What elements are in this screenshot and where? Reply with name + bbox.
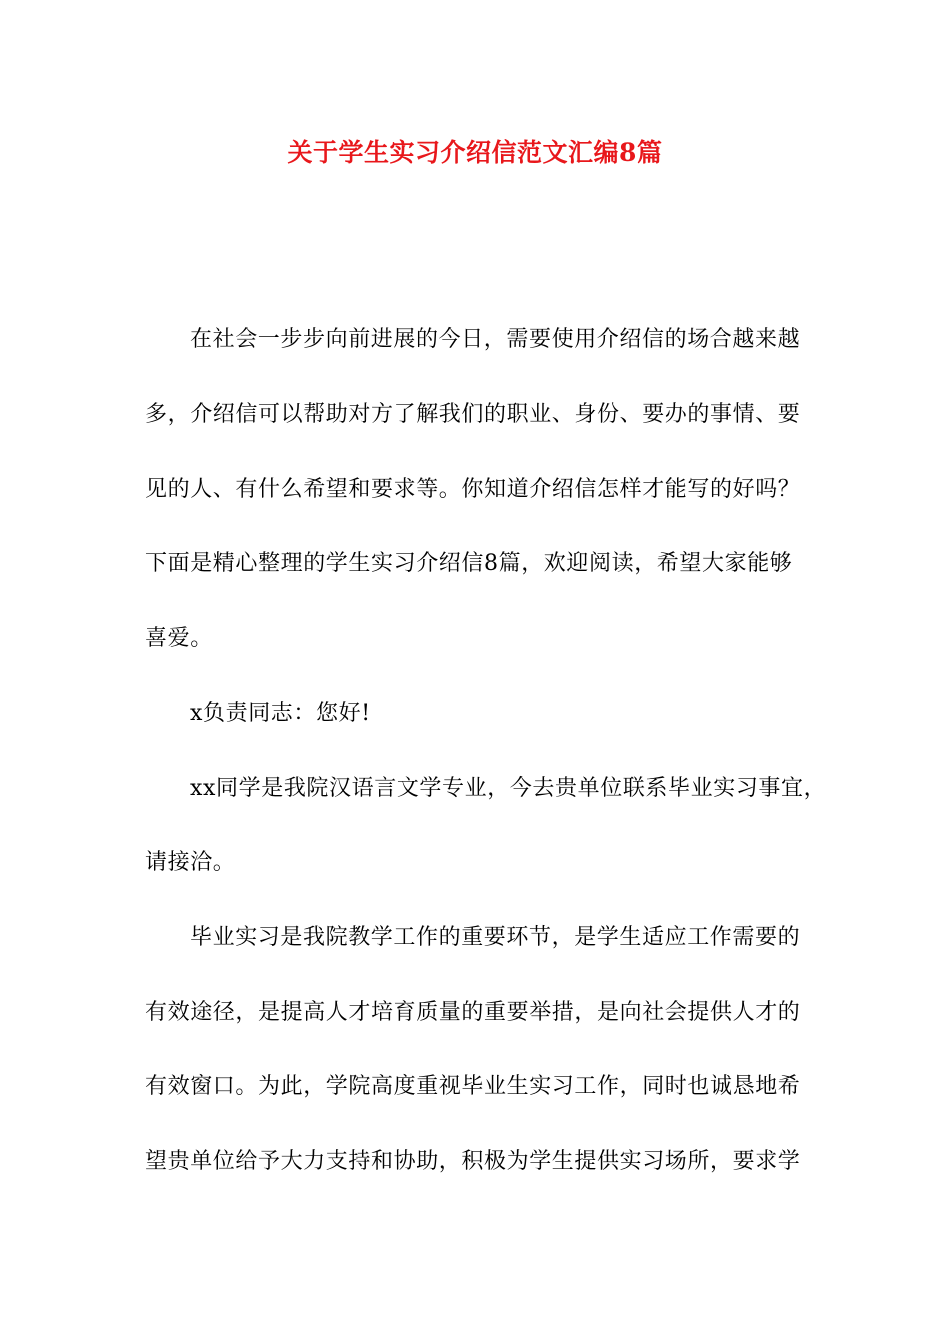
paragraph-line: 毕业实习是我院教学工作的重要环节，是学生适应工作需要的 — [190, 925, 801, 950]
paragraph-line: 见的人、有什么希望和要求等。你知道介绍信怎样才能写的好吗？ — [145, 477, 801, 502]
paragraph-line: 多，介绍信可以帮助对方了解我们的职业、身份、要办的事情、要 — [145, 402, 801, 427]
document-title: 关于学生实习介绍信范文汇编8篇 — [287, 138, 663, 167]
paragraph-line: xx同学是我院汉语言文学专业，今去贵单位联系毕业实习事宜， — [190, 776, 827, 801]
paragraph-line: 在社会一步步向前进展的今日，需要使用介绍信的场合越来越 — [190, 327, 801, 352]
paragraph-line: 有效途径，是提高人才培育质量的重要举措，是向社会提供人才的 — [145, 1000, 801, 1025]
salutation-line: x负责同志：您好! — [190, 701, 371, 726]
paragraph-line: 有效窗口。为此，学院高度重视毕业生实习工作，同时也诚恳地希 — [145, 1074, 801, 1099]
paragraph-line: 下面是精心整理的学生实习介绍信8篇，欢迎阅读，希望大家能够 — [145, 551, 793, 576]
paragraph-line: 望贵单位给予大力支持和协助，积极为学生提供实习场所，要求学 — [145, 1149, 801, 1174]
paragraph-line: 喜爱。 — [145, 626, 213, 651]
paragraph-line: 请接洽。 — [145, 850, 236, 875]
